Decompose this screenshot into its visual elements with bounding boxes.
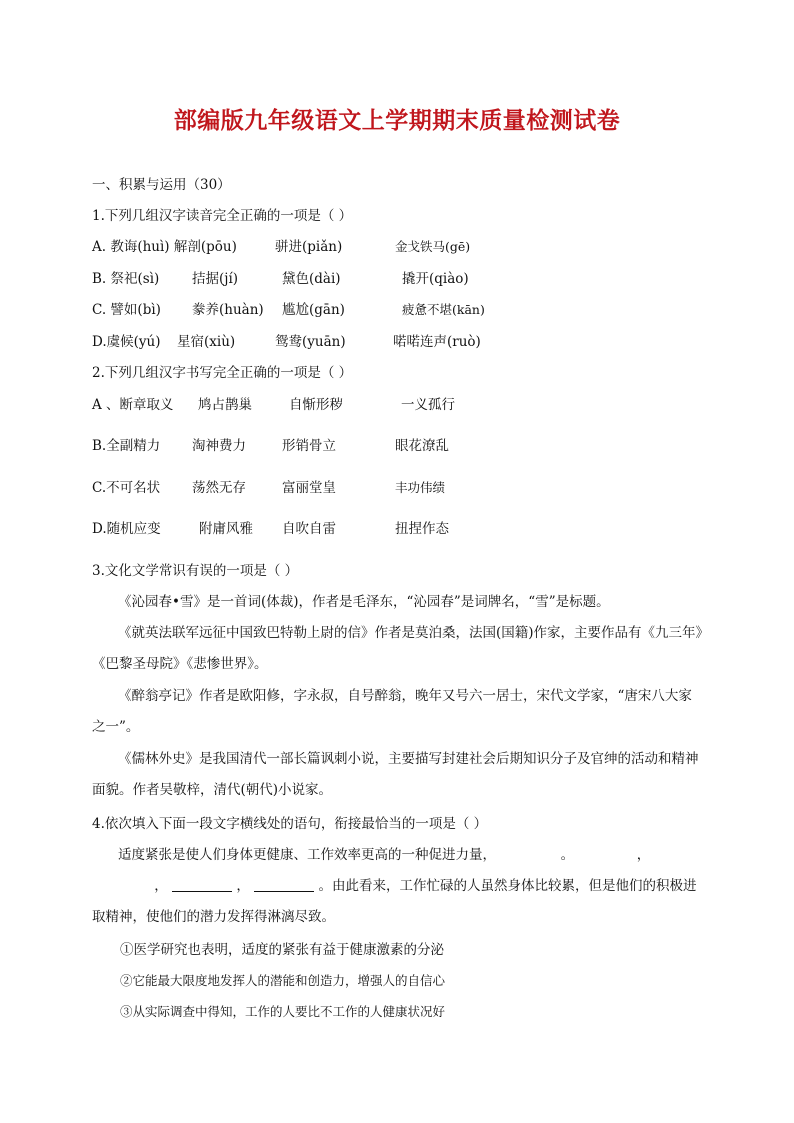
q4-item-2: ②它能最大限度地发挥人的潜能和创造力，增强人的自信心 bbox=[120, 973, 446, 988]
q2-option-b-col-2: 淘神费力 bbox=[192, 438, 246, 454]
q2-option-d-col-2: 附庸风雅 bbox=[199, 521, 253, 537]
q1-option-c-col-1: C. 譬如(bì) bbox=[92, 302, 161, 318]
question-4-stem: 4.依次填入下面一段文字横线处的语句，衔接最恰当的一项是（ ） bbox=[92, 816, 488, 832]
q4-blank-comma-2: ， bbox=[154, 878, 168, 894]
q4-blank-line-1 bbox=[172, 877, 232, 892]
q1-option-a bbox=[92, 238, 712, 258]
exam-title: 部编版九年级语文上学期期末质量检测试卷 bbox=[173, 108, 621, 134]
q2-option-c-col-4: 丰功伟绩 bbox=[395, 480, 446, 495]
q4-blank-line-2 bbox=[254, 877, 314, 892]
q4-passage bbox=[92, 840, 704, 933]
q1-option-d-col-3: 鸳鸯(yuān) bbox=[275, 334, 346, 350]
q2-option-a-col-1: A 、断章取义 bbox=[92, 397, 174, 413]
q1-option-a-col-2: 骈进(piǎn) bbox=[275, 239, 343, 255]
q2-option-d-col-4: 扭捏作态 bbox=[395, 521, 449, 537]
q1-option-b-col-2: 拮据(jí) bbox=[192, 271, 239, 287]
q1-option-d-col-4: 喏喏连声(ruò) bbox=[393, 334, 481, 350]
q2-option-c bbox=[92, 479, 712, 499]
q4-blank-period: 。 bbox=[560, 847, 575, 863]
q2-option-a-col-4: 一义孤行 bbox=[401, 397, 455, 413]
q4-passage-start: 适度紧张是使人们身体更健康、工作效率更高的一种促进力量， bbox=[118, 847, 496, 863]
q2-option-d-col-1: D.随机应变 bbox=[92, 521, 161, 537]
q3-statement-3: 《醉翁亭记》作者是欧阳修，字永叔，自号醉翁，晚年又号六一居士，宋代文学家，“唐宋八大家之一”。 bbox=[92, 688, 692, 735]
q2-option-b-col-1: B.全副精力 bbox=[92, 438, 161, 454]
q1-option-d-col-1: D.虞候(yú) bbox=[92, 334, 161, 350]
q3-statement-1: 《沁园春•雪》是一首词(体裁)，作者是毛泽东，“沁园春”是词牌名，“雪”是标题。 bbox=[118, 594, 610, 610]
q2-option-c-col-2: 荡然无存 bbox=[192, 480, 246, 496]
q4-item-1: ①医学研究也表明，适度的紧张有益于健康激素的分泌 bbox=[120, 942, 444, 958]
q1-option-d bbox=[92, 333, 712, 353]
q2-option-c-col-3: 富丽堂皇 bbox=[282, 480, 336, 496]
q4-passage-end: 。由此看来，工作忙碌的人虽然身体比较累，但是他们的积极进取精神，使他们的潜力发挥得淋漓尽致。 bbox=[92, 878, 697, 925]
q2-option-d-col-3: 自吹自雷 bbox=[282, 521, 336, 537]
q1-option-b-col-1: B. 祭祀(sì) bbox=[92, 271, 160, 287]
q3-statement-4: 《儒林外史》是我国清代一部长篇讽刺小说，主要描写封建社会后期知识分子及官绅的活动和精神面貌。作者吴敬梓，清代(朝代)小说家。 bbox=[92, 751, 699, 798]
q1-option-a-col-3: 金戈铁马(gē) bbox=[395, 239, 471, 254]
q2-option-a-col-2: 鸠占鹊巢 bbox=[198, 397, 252, 413]
q1-option-a-col-1: A. 教诲(huì) 解剖(pōu) bbox=[92, 239, 237, 255]
q3-statement-2: 《就英法联军远征中国致巴特勒上尉的信》作者是莫泊桑，法国(国籍)作家，主要作品有《九三年》《巴黎圣母院》《悲惨世界》。 bbox=[92, 625, 703, 672]
q4-blank-comma-1: ， bbox=[636, 847, 651, 863]
q4-blank-separator: ， bbox=[236, 878, 250, 894]
question-1-stem: 1.下列几组汉字读音完全正确的一项是（ ） bbox=[92, 208, 353, 224]
q4-item-3: ③从实际调查中得知，工作的人要比不工作的人健康状况好 bbox=[120, 1004, 446, 1019]
q1-option-c-col-2: 豢养(huàn) bbox=[192, 302, 264, 318]
q2-option-a bbox=[92, 396, 712, 416]
q2-option-a-col-3: 自惭形秽 bbox=[289, 397, 343, 413]
q2-option-b-col-3: 形销骨立 bbox=[282, 438, 336, 454]
section-heading: 一、积累与运用（30） bbox=[92, 177, 231, 193]
q1-option-c bbox=[92, 301, 712, 321]
q1-option-c-col-3: 尴尬(gān) bbox=[282, 302, 345, 318]
question-2-stem: 2.下列几组汉字书写完全正确的一项是（ ） bbox=[92, 365, 353, 381]
q1-option-b bbox=[92, 270, 712, 290]
q2-option-b-col-4: 眼花潦乱 bbox=[395, 438, 449, 454]
q2-option-c-col-1: C.不可名状 bbox=[92, 480, 161, 496]
q1-option-c-col-4: 疲惫不堪(kān) bbox=[402, 302, 485, 317]
q1-option-b-col-4: 撬开(qiào) bbox=[402, 271, 469, 287]
q2-option-d bbox=[92, 520, 712, 540]
q1-option-b-col-3: 黛色(dài) bbox=[282, 271, 341, 287]
q2-option-b bbox=[92, 437, 712, 457]
q1-option-d-col-2: 星宿(xiù) bbox=[177, 334, 236, 350]
question-3-stem: 3.文化文学常识有误的一项是（ ） bbox=[92, 563, 299, 579]
